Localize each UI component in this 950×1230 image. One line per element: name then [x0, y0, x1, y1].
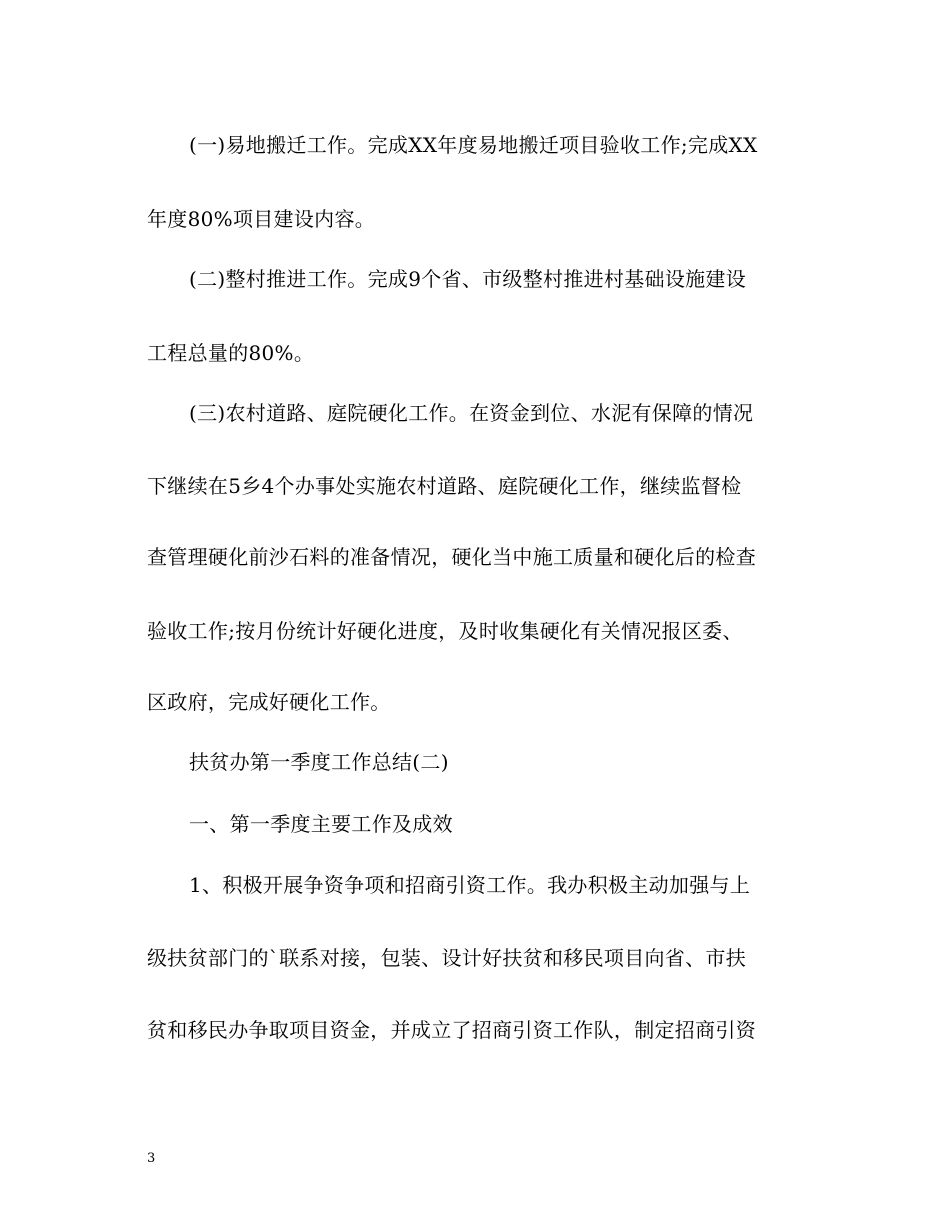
paragraph-line: 年度80%项目建设内容。: [147, 207, 376, 231]
paragraph-line: (三)农村道路、庭院硬化工作。在资金到位、水泥有保障的情况: [189, 401, 754, 425]
paragraph-line: 贫和移民办争取项目资金，并成立了招商引资工作队，制定招商引资: [147, 1018, 756, 1042]
paragraph-line: 区政府，完成好硬化工作。: [147, 690, 391, 714]
paragraph-line: (一)易地搬迁工作。完成XX年度易地搬迁项目验收工作;完成XX: [189, 133, 758, 157]
paragraph-line: 1、积极开展争资争项和招商引资工作。我办积极主动加强与上: [189, 873, 751, 897]
paragraph-line: 验收工作;按月份统计好硬化进度，及时收集硬化有关情况报区委、: [147, 619, 743, 643]
paragraph-line: 查管理硬化前沙石料的准备情况，硬化当中施工质量和硬化后的检查: [147, 545, 756, 569]
paragraph-line: 级扶贫部门的`联系对接，包装、设计好扶贫和移民项目向省、市扶: [147, 946, 746, 970]
paragraph-line: 工程总量的80%。: [147, 341, 315, 365]
section-title: 扶贫办第一季度工作总结(二): [189, 750, 449, 774]
paragraph-line: (二)整村推进工作。完成9个省、市级整村推进村基础设施建设: [189, 267, 747, 291]
page-number: 3: [147, 1151, 156, 1166]
section-heading: 一、第一季度主要工作及成效: [189, 812, 453, 836]
paragraph-line: 下继续在5乡4个办事处实施农村道路、庭院硬化工作，继续监督检: [147, 474, 742, 498]
